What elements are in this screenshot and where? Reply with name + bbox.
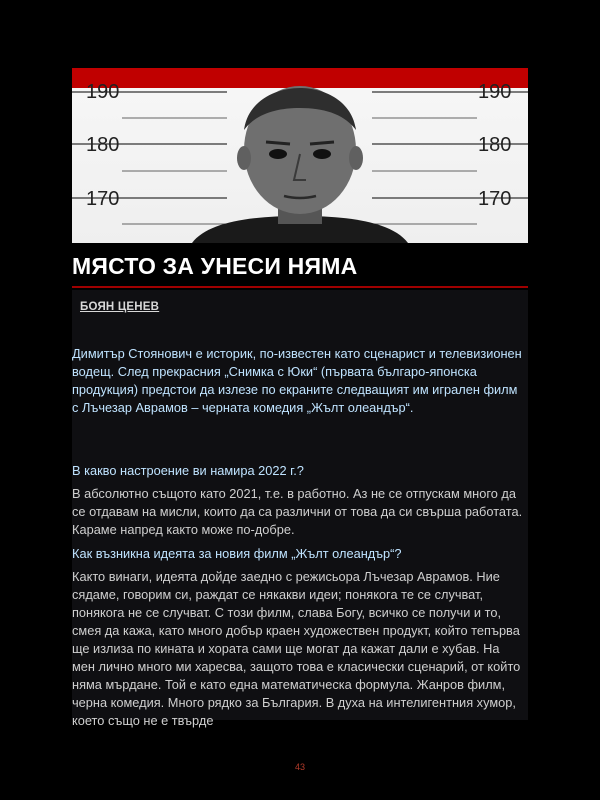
article-body-panel <box>72 290 528 728</box>
interview-question: Как възникна идеята за новия филм „Жълт олеандър“? <box>72 546 402 561</box>
interview-answer: Както винаги, идеята дойде заедно с режисьора Лъчезар Аврамов. Ние сядаме, говорим си, раждат се някакви идеи; понякога те се случват, понякога не се случват. С този филм, слава Богу, всичко се получи и то, смея да кажа, като много добър краен художествен продукт, който тепърва ще излиза по кината и хората сами ще могат да кажат дали е хубав. На мен лично много ми харесва, защото това е класически сценарий, от който няма мърдане. Той е като една математическа формула. Жанров филм, черна комедия. Много рядко за България. В духа на интелигентния хумор, което също не е твърде <box>72 569 521 728</box>
interview-question: В какво настроение ви намира 2022 г.? <box>72 463 304 478</box>
ruler-mark-left-bottom: 170 <box>86 188 120 210</box>
interview-answer: В абсолютно същото като 2021, т.е. в работно. Аз не се отпускам много да се отдавам на мисли, които да са различни от това да си свърша работата. Караме напред както може по-добре. <box>72 486 523 537</box>
portrait-figure <box>192 86 408 243</box>
ruler-mark-right-middle: 180 <box>478 134 512 156</box>
mugshot-photo <box>72 81 528 243</box>
ruler-mark-right-top: 190 <box>478 81 512 103</box>
ruler-mark-right-bottom: 170 <box>478 188 512 210</box>
ruler-mark-left-top: 190 <box>86 81 120 103</box>
article-headline: МЯСТО ЗА УНЕСИ НЯМА <box>72 253 358 279</box>
mugshot-illustration <box>72 81 528 243</box>
article-intro: Димитър Стоянович е историк, по-известен като сценарист и телевизионен водещ. След прекрасния „Снимка с Юки“ (първата българо-японска продукция) предстои да излезе по екраните следващият им игрален филм с Лъчезар Аврамов – черната комедия „Жълт олеандър“. <box>72 346 522 415</box>
headline-underline <box>72 286 528 288</box>
author-byline: БОЯН ЦЕНЕВ <box>80 301 160 313</box>
page-number: 43 <box>294 762 305 772</box>
ruler-mark-left-middle: 180 <box>86 134 120 156</box>
